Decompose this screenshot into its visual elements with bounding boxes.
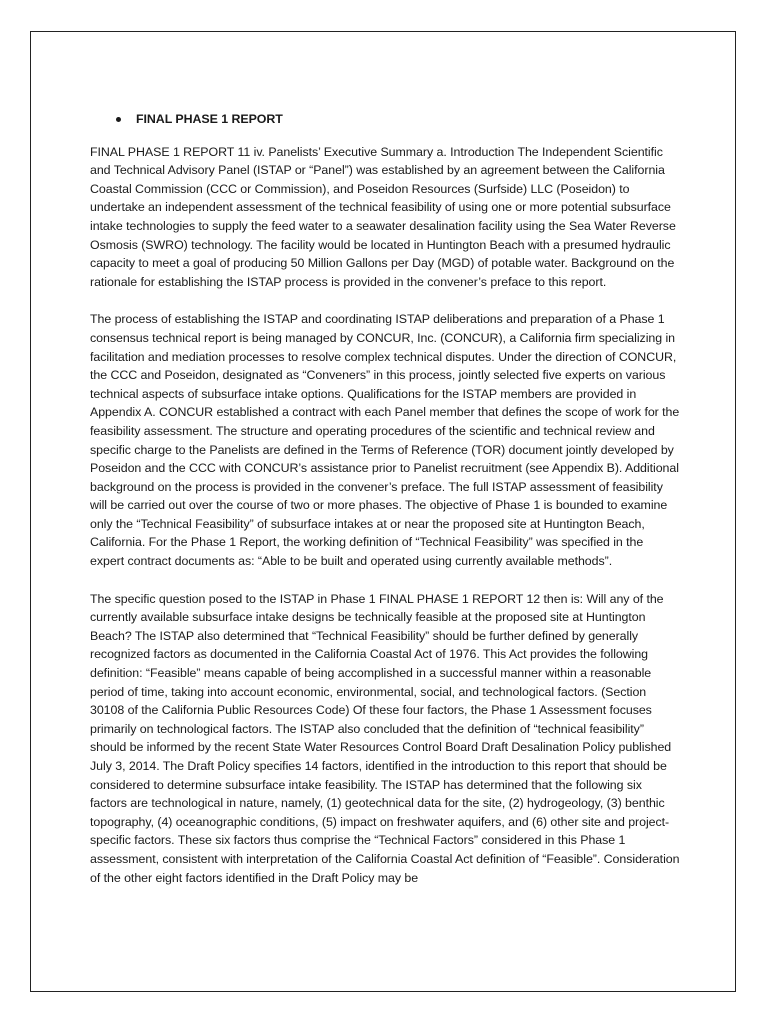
paragraph: FINAL PHASE 1 REPORT 11 iv. Panelists’ Executive Summary a. Introduction The Independent Scientific and Technical Advisory Panel (ISTAP or “Panel”) was established by an agreement between the California Coastal Commission (CCC or Commission), and Poseidon Resources (Surfside) LLC (Poseidon) to undertake an independent assessment of the technical feasibility of using one or more potential subsurface intake technologies to supply the feed water to a seawater desalination facility using the Sea Water Reverse Osmosis (SWRO) technology. The facility would be located in Huntington Beach with a presumed hydraulic capacity to meet a goal of producing 50 Million Gallons per Day (MGD) of potable water. Background on the rationale for establishing the ISTAP process is provided in the convener’s preface to this report. xyxy=(90,144,676,289)
bullet-icon xyxy=(116,117,121,122)
paragraph: The process of establishing the ISTAP and coordinating ISTAP deliberations and preparation of a Phase 1 consensus technical report is being managed by CONCUR, Inc. (CONCUR), a California firm specializing in facilitation and mediation processes to resolve complex technical disputes. Under the direction of CONCUR, the CCC and Poseidon, designated as “Conveners” in this process, jointly selected five experts on various technical aspects of subsurface intake options. Qualifications for the ISTAP members are provided in Appendix A. CONCUR established a contract with each Panel member that defines the scope of work for the feasibility assessment. The structure and operating procedures of the scientific and technical review and specific charge to the Panelists are defined in the Terms of Reference (TOR) document jointly developed by Poseidon and the CCC with CONCUR’s assistance prior to Panelist recruitment (see Appendix B). Additional background on the process is provided in the convener’s preface. The full ISTAP assessment of feasibility will be carried out over the course of two or more phases. The objective of Phase 1 is bounded to examine only the “Technical Feasibility” of subsurface intakes at or near the proposed site at Huntington Beach, California. For the Phase 1 Report, the working definition of “Technical Feasibility” was specified in the expert contract documents as: “Able to be built and operated using currently available methods”. xyxy=(90,312,680,569)
bullet-heading-text: FINAL PHASE 1 REPORT xyxy=(136,112,283,126)
paragraph: The specific question posed to the ISTAP in Phase 1 FINAL PHASE 1 REPORT 12 then is: Will any of the currently available subsurface intake designs be technically feasible at the proposed site at Huntington Beach? The ISTAP also determined that “Technical Feasibility” should be further defined by generally recognized factors as documented in the California Coastal Act of 1976. This Act provides the following definition: “Feasible” means capable of being accomplished in a successful manner within a reasonable period of time, taking into account economic, environmental, social, and technological factors. (Section 30108 of the California Public Resources Code) Of these four factors, the Phase 1 Assessment focuses primarily on technological factors. The ISTAP also concluded that the definition of “technical feasibility” should be informed by the recent State Water Resources Control Board Draft Desalination Policy published July 3, 2014. The Draft Policy specifies 14 factors, identified in the introduction to this report that should be considered to determine subsurface intake feasibility. The ISTAP has determined that the following six factors are technological in nature, namely, (1) geotechnical data for the site, (2) hydrogeology, (3) benthic topography, (4) oceanographic conditions, (5) impact on freshwater aquifers, and (6) other site and project-specific factors. These six factors thus comprise the “Technical Factors” considered in this Phase 1 assessment, consistent with interpretation of the California Coastal Act definition of “Feasible”. Consideration of the other eight factors identified in the Draft Policy may be xyxy=(90,591,680,885)
document-body xyxy=(90,110,680,906)
bullet-heading xyxy=(116,110,680,129)
document-page xyxy=(30,31,736,992)
